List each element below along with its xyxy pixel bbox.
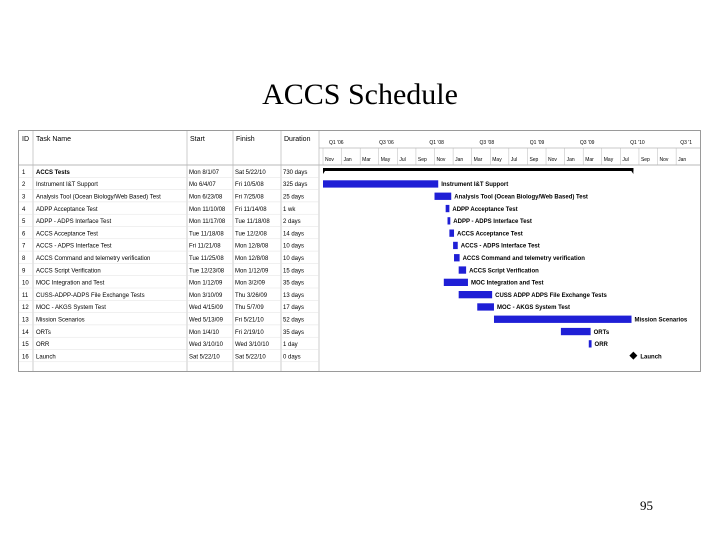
task-bar: [454, 254, 460, 261]
month-label: Mar: [362, 157, 371, 163]
task-duration: 52 days: [283, 317, 305, 324]
bar-label: ACCS - ADPS Interface Test: [460, 243, 540, 250]
task-name: ADPP - ADPS Interface Test: [36, 219, 112, 226]
task-bar: [323, 180, 438, 187]
task-name: ACCS - ADPS Interface Test: [36, 243, 112, 250]
month-label: May: [380, 157, 391, 163]
month-label: Jan: [566, 157, 575, 163]
task-finish: Mon 3/2/09: [235, 280, 266, 287]
month-label: Nov: [548, 157, 557, 163]
task-name: MOC Integration and Test: [36, 280, 105, 287]
column-header: Duration: [284, 136, 311, 143]
month-label: Jan: [455, 157, 464, 163]
task-duration: 10 days: [283, 255, 305, 262]
bar-label: Mission Scenarios: [634, 317, 688, 324]
task-name: Launch: [36, 354, 56, 361]
bar-label: ACCS Acceptance Test: [457, 231, 523, 238]
task-bar: [589, 340, 592, 347]
summary-bar: [323, 168, 633, 171]
task-duration: 17 days: [283, 305, 305, 312]
gantt-svg: [19, 131, 700, 371]
task-finish: Fri 7/25/08: [235, 194, 264, 201]
task-duration: 10 days: [283, 243, 305, 250]
task-start: Mon 8/1/07: [189, 169, 220, 176]
task-id: 10: [22, 280, 29, 287]
task-start: Wed 4/15/09: [189, 305, 223, 312]
task-start: Mon 1/4/10: [189, 329, 220, 336]
task-duration: 35 days: [283, 280, 305, 287]
task-start: Tue 11/25/08: [189, 255, 224, 262]
task-id: 11: [22, 292, 29, 299]
month-label: Nov: [436, 157, 446, 163]
task-start: Fri 11/21/08: [189, 243, 221, 250]
task-finish: Fri 5/21/10: [235, 317, 264, 324]
bar-label: MOC - AKGS System Test: [496, 305, 571, 312]
task-start: Mon 1/12/09: [189, 280, 223, 287]
quarter-label: Q3 '1: [680, 140, 693, 146]
bar-label: ORR: [594, 342, 608, 349]
task-duration: 0 days: [283, 354, 301, 361]
task-id: 4: [22, 206, 26, 213]
task-finish: Sat 5/22/10: [235, 354, 266, 361]
month-label: Sep: [529, 157, 539, 163]
task-finish: Fri 2/19/10: [235, 329, 264, 336]
task-name: Instrument I&T Support: [36, 182, 98, 189]
task-id: 12: [22, 305, 29, 312]
quarter-label: Q3 '06: [379, 140, 394, 146]
task-finish: Tue 11/18/08: [235, 219, 270, 226]
task-start: Mon 6/23/08: [189, 194, 223, 201]
task-id: 15: [22, 342, 29, 349]
task-duration: 13 days: [283, 292, 305, 299]
month-label: Jan: [343, 157, 352, 163]
month-label: Nov: [659, 157, 669, 163]
quarter-label: Q1 '06: [329, 140, 344, 146]
task-name: CUSS-ADPP-ADPS File Exchange Tests: [36, 292, 145, 299]
task-finish: Mon 1/12/09: [235, 268, 269, 275]
task-id: 5: [22, 219, 26, 226]
task-name: MOC - AKGS System Test: [36, 305, 106, 312]
task-id: 1: [22, 169, 26, 176]
task-bar: [444, 279, 468, 286]
bar-label: Instrument I&T Support: [441, 182, 509, 189]
page-number: 95: [640, 498, 653, 513]
task-duration: 730 days: [283, 169, 308, 176]
task-duration: 1 day: [283, 342, 298, 349]
task-bar: [453, 242, 458, 249]
task-id: 8: [22, 255, 26, 262]
column-header: ID: [22, 136, 29, 143]
task-id: 7: [22, 243, 26, 250]
task-finish: Fri 11/14/08: [235, 206, 267, 213]
task-id: 16: [22, 354, 29, 361]
task-finish: Fri 10/5/08: [235, 182, 264, 189]
task-finish: Mon 12/8/08: [235, 243, 269, 250]
milestone-diamond: [629, 352, 637, 360]
task-start: Tue 12/23/08: [189, 268, 225, 275]
month-label: Mar: [585, 157, 594, 163]
task-id: 9: [22, 268, 26, 275]
task-name: ORR: [36, 342, 50, 349]
task-start: Wed 5/13/09: [189, 317, 223, 324]
task-start: Sat 5/22/10: [189, 354, 220, 361]
task-duration: 35 days: [283, 329, 305, 336]
task-bar: [494, 316, 632, 323]
month-label: Sep: [640, 157, 650, 163]
task-name: Analysis Tool (Ocean Biology/Web Based) Test: [36, 194, 161, 201]
task-bar: [561, 328, 591, 335]
task-finish: Sat 5/22/10: [235, 169, 266, 176]
bar-label: ADPP Acceptance Test: [452, 206, 518, 213]
task-id: 6: [22, 231, 26, 238]
month-label: May: [603, 157, 614, 163]
task-bar: [446, 205, 450, 212]
column-header: Task Name: [36, 136, 72, 143]
month-label: Jul: [399, 157, 406, 163]
task-finish: Tue 12/2/08: [235, 231, 267, 238]
bar-label: CUSS ADPP ADPS File Exchange Tests: [495, 292, 607, 299]
bar-label: Launch: [640, 354, 662, 361]
column-header: Finish: [236, 136, 255, 143]
task-name: ORTs: [36, 329, 51, 336]
task-duration: 2 days: [283, 219, 301, 226]
task-name: ACCS Script Verification: [36, 268, 101, 275]
task-bar: [477, 303, 494, 310]
task-start: Mon 3/10/09: [189, 292, 223, 299]
task-bar: [435, 193, 452, 200]
bar-label: MOC Integration and Test: [470, 280, 544, 287]
task-duration: 14 days: [283, 231, 305, 238]
task-id: 13: [22, 317, 29, 324]
task-name: ACCS Command and telemetry verification: [36, 255, 151, 262]
month-label: Mar: [473, 157, 483, 163]
task-duration: 325 days: [283, 182, 308, 189]
task-finish: Mon 12/8/08: [235, 255, 269, 262]
task-bar: [448, 217, 451, 224]
task-id: 14: [22, 329, 29, 336]
month-label: May: [492, 157, 502, 163]
task-bar: [459, 266, 466, 273]
task-name: ADPP Acceptance Test: [36, 206, 98, 213]
task-duration: 25 days: [283, 194, 305, 201]
bar-label: ACCS Command and telemetry verification: [462, 255, 585, 262]
bar-label: ORTs: [593, 329, 610, 336]
task-name: ACCS Acceptance Test: [36, 231, 98, 238]
task-name: Mission Scenarios: [36, 317, 85, 324]
quarter-label: Q3 '09: [579, 140, 595, 146]
quarter-label: Q1 '08: [429, 140, 444, 146]
task-id: 3: [22, 194, 26, 201]
task-bar: [449, 230, 454, 237]
quarter-label: Q1 '09: [529, 140, 545, 146]
bar-label: ACCS Script Verification: [469, 268, 539, 275]
slide-title: ACCS Schedule: [262, 78, 458, 111]
bar-label: Analysis Tool (Ocean Biology/Web Based) Test: [454, 194, 588, 201]
task-name: ACCS Tests: [36, 169, 70, 176]
quarter-label: Q1 '10: [630, 140, 645, 146]
task-start: Mo 6/4/07: [189, 182, 216, 189]
bar-label: ADPP - ADPS Interface Test: [453, 219, 532, 226]
task-id: 2: [22, 182, 26, 189]
month-label: Jan: [678, 157, 687, 163]
task-finish: Thu 3/26/09: [235, 292, 268, 299]
month-label: Sep: [417, 157, 427, 163]
task-duration: 15 days: [283, 268, 305, 275]
month-label: Nov: [325, 157, 334, 163]
quarter-label: Q3 '08: [479, 140, 495, 146]
column-header: Start: [190, 136, 205, 143]
task-start: Mon 11/17/08: [189, 219, 226, 226]
month-label: Jul: [510, 157, 518, 163]
gantt-chart: [18, 130, 701, 372]
task-finish: Wed 3/10/10: [235, 342, 269, 349]
task-start: Wed 3/10/10: [189, 342, 223, 349]
task-start: Tue 11/18/08: [189, 231, 224, 238]
month-label: Jul: [622, 157, 629, 163]
task-bar: [459, 291, 492, 298]
task-start: Mon 11/10/08: [189, 206, 226, 213]
task-duration: 1 wk: [283, 206, 296, 213]
task-finish: Thu 5/7/09: [235, 305, 264, 312]
